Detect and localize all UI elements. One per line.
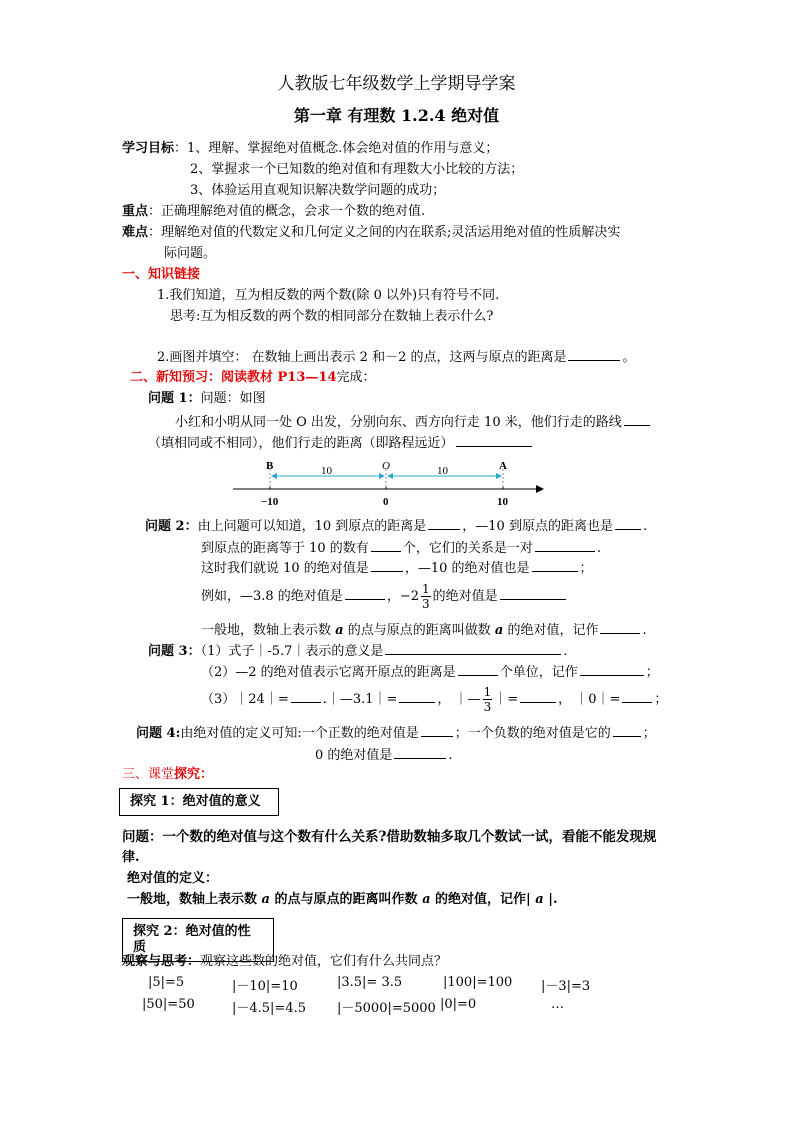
distance-label-right: 10 (437, 465, 448, 477)
q3-text: （3）｜24｜= (201, 692, 289, 707)
answer-blank[interactable] (532, 557, 578, 572)
difficulty-label: 难点 (122, 225, 149, 240)
goal-item: 2、掌握求一个已知数的绝对值和有理数大小比较的方法； (190, 162, 524, 177)
variable-a: a (494, 623, 504, 638)
definition-title: 绝对值的定义： (127, 871, 219, 886)
answer-blank[interactable] (394, 744, 446, 759)
explore-box-2: 探究 2：绝对值的性质 (122, 918, 274, 962)
q2-line-3 (201, 557, 593, 578)
answer-blank[interactable] (580, 661, 644, 676)
section3-title (122, 766, 213, 784)
q4-line-2 (315, 744, 453, 765)
key-label: 重点 (122, 204, 149, 219)
q1-line-2 (148, 432, 534, 453)
fraction-denominator: 3 (483, 700, 492, 714)
def-text: 一般地，数轴上表示数 (127, 892, 258, 907)
answer-blank[interactable] (624, 411, 650, 426)
abs-example: … (551, 997, 564, 1012)
abs-example: |－3|=3 (541, 979, 591, 994)
tick-label-left: −10 (261, 496, 279, 508)
point-label-a: A (499, 460, 507, 472)
answer-blank[interactable] (371, 557, 403, 572)
answer-blank[interactable] (613, 722, 641, 737)
answer-blank[interactable] (615, 515, 641, 530)
section2-title-text: 二、新知预习：阅读教材 P13—14 (130, 370, 337, 385)
q3-text: 个单位，记作 (499, 665, 578, 680)
punct: . (563, 644, 568, 659)
punct: . (596, 541, 601, 556)
q2-label: 问题 2： (145, 519, 198, 534)
point-label-o: O (382, 460, 390, 472)
q2-line-1 (145, 515, 647, 536)
section1-title: 一、知识链接 (122, 267, 201, 282)
answer-blank[interactable] (399, 688, 435, 703)
q1-line2-text: （填相同或不相同），他们行走的距离（即路程远近） (148, 436, 454, 451)
q2-line-2 (201, 537, 601, 558)
observe-text: 观察这些数的绝对值，它们有什么共同点？ (200, 954, 448, 969)
abs-example: |－5000|=5000 (337, 1001, 436, 1016)
answer-blank[interactable] (371, 537, 401, 552)
difficulty-line-1: 难点：理解绝对值的代数定义和几何定义之间的内在联系;灵活运用绝对值的性质解决实 (122, 225, 621, 240)
def-text: |. (548, 892, 558, 907)
fraction-numerator: 1 (421, 582, 430, 596)
chapter-subtitle: 第一章 有理数 1.2.4 绝对值 (293, 106, 500, 125)
answer-blank[interactable] (520, 688, 556, 703)
abs-example: |－10|=10 (232, 979, 298, 994)
q1-header (148, 390, 266, 408)
q3-text: （1）式子｜-5.7｜表示的意义是 (200, 644, 384, 659)
q3-line-3 (201, 683, 667, 717)
def-text: 的绝对值，记作| (435, 892, 531, 907)
goal-item: 1、理解、掌握绝对值概念.体会绝对值的作用与意义； (187, 141, 499, 156)
abs-example: |100|=100 (443, 975, 513, 990)
answer-blank[interactable] (291, 688, 321, 703)
q2-text: ，−2 (386, 589, 419, 604)
q2-text: 这时我们就说 10 的绝对值是 (201, 561, 369, 576)
punct: ； (642, 726, 656, 741)
q3-line-2 (201, 661, 659, 682)
answer-blank[interactable] (568, 346, 620, 361)
tick-label-mid: 0 (383, 496, 389, 508)
q2-text: 到原点的距离等于 10 的数有 (201, 541, 369, 556)
abs-example: |0|=0 (440, 997, 477, 1012)
answer-blank[interactable] (622, 688, 652, 703)
observe-line (122, 953, 447, 971)
explore-box-1: 探究 1：绝对值的意义 (119, 788, 279, 816)
q2-line-4 (201, 580, 568, 614)
q3-label: 问题 3： (148, 644, 201, 659)
explore-question-line-2: 律. (122, 850, 140, 865)
q4-text: ；一个负数的绝对值是它的 (454, 726, 611, 741)
q1-label: 问题 1： (148, 391, 201, 406)
q2-text: 由上问题可以知道，10 到原点的距离是 (197, 519, 427, 534)
answer-blank[interactable] (428, 515, 460, 530)
punct: . (642, 623, 647, 638)
goals-label: 学习目标 (122, 141, 175, 156)
answer-blank[interactable] (500, 585, 566, 600)
fraction-denominator: 3 (421, 597, 430, 611)
fraction-numerator: 1 (483, 685, 492, 699)
q2-text: 的绝对值，记作 (507, 623, 599, 638)
q2-line-5 (201, 619, 647, 640)
punct: ； (654, 692, 668, 707)
goals-line-1: 学习目标：1、理解、掌握绝对值概念.体会绝对值的作用与意义； (122, 141, 499, 156)
q2-text: ，—10 到原点的距离也是 (462, 519, 613, 534)
fraction (483, 685, 493, 714)
tick-label-right: 10 (497, 496, 508, 508)
page-title: 人教版七年级数学上学期导学案 (277, 74, 516, 94)
q2-text: 例如，—3.8 的绝对值是 (201, 589, 343, 604)
answer-blank[interactable] (600, 619, 640, 634)
q2-text: 一般地，数轴上表示数 (201, 623, 332, 638)
punct: . (448, 748, 453, 763)
variable-a: a (422, 892, 431, 907)
abs-example: |3.5|= 3.5 (337, 975, 403, 990)
number-line-figure (225, 455, 555, 511)
answer-blank[interactable] (535, 537, 595, 552)
punct: . (642, 519, 648, 534)
punct: ； (645, 665, 659, 680)
section1-p2-text: 2.画图并填空： 在数轴上画出表示 2 和－2 的点，这两与原点的距离是 (157, 350, 567, 365)
q4-text: 0 的绝对值是 (315, 748, 393, 763)
q3-text: .｜—3.1｜= (322, 692, 398, 707)
answer-blank[interactable] (385, 640, 561, 655)
section3-title-b: 探究： (174, 767, 214, 782)
q1-line-1 (175, 411, 652, 432)
q2-text: ，—10 的绝对值也是 (404, 561, 530, 576)
answer-blank[interactable] (421, 722, 453, 737)
distance-label-left: 10 (321, 465, 332, 477)
q2-text: 个，它们的关系是一对 (402, 541, 533, 556)
fraction (421, 582, 431, 611)
q3-text: ， ｜— (437, 692, 481, 707)
q2-text: 的点与原点的距离叫做数 (347, 623, 491, 638)
q3-text: （2）—2 的绝对值表示它离开原点的距离是 (201, 665, 456, 680)
q4-line-1 (136, 722, 656, 743)
variable-a: a (335, 623, 344, 638)
key-text: 正确理解绝对值的概念，会求一个数的绝对值. (161, 204, 426, 219)
section1-p2 (157, 346, 636, 367)
q3-line-1 (148, 640, 568, 661)
q3-text: ｜= (494, 692, 519, 707)
point-label-b: B (266, 460, 274, 472)
def-text: 的点与原点的距离叫作数 (274, 892, 418, 907)
q4-label: 问题 4: (136, 726, 181, 741)
answer-blank[interactable] (345, 585, 385, 600)
section2-title-suffix: 完成： (336, 370, 376, 385)
q4-text: 由绝对值的定义可知:一个正数的绝对值是 (180, 726, 419, 741)
abs-example: |－4.5|=4.5 (232, 1001, 307, 1016)
variable-a: a (535, 892, 544, 907)
q1-text: 问题：如图 (200, 391, 266, 406)
section3-title-a: 三、课堂 (122, 767, 175, 782)
answer-blank[interactable] (458, 661, 498, 676)
q1-line1-text: 小红和小明从同一处 O 出发，分别向东、西方向行走 10 米，他们行走的路线 (175, 415, 622, 430)
section1-p1b: 思考:互为相反数的两个数的相同部分在数轴上表示什么? (170, 309, 494, 324)
abs-example: |50|=50 (142, 997, 195, 1012)
variable-a: a (261, 892, 270, 907)
punct: 。 (622, 350, 636, 365)
answer-blank[interactable] (456, 432, 532, 447)
q2-text: 的绝对值是 (432, 589, 498, 604)
section2-title (130, 369, 376, 387)
abs-example: |5|=5 (148, 975, 185, 990)
definition-text (127, 891, 558, 909)
punct: ； (579, 561, 593, 576)
observe-label: 观察与思考： (122, 954, 201, 969)
goal-item: 3、体验运用直观知识解决数学问题的成功； (190, 183, 446, 198)
difficulty-text: 理解绝对值的代数定义和几何定义之间的内在联系;灵活运用绝对值的性质解决实 (161, 225, 621, 240)
explore-question-line-1: 问题：一个数的绝对值与这个数有什么关系?借助数轴多取几个数试一试，看能不能发现规 (122, 829, 657, 845)
q3-text: ， ｜0｜= (558, 692, 621, 707)
difficulty-line-2: 际问题。 (164, 246, 217, 261)
section1-p1: 1.我们知道，互为相反数的两个数(除 0 以外)只有符号不同. (157, 288, 500, 303)
key-point: 重点：正确理解绝对值的概念，会求一个数的绝对值. (122, 204, 426, 219)
